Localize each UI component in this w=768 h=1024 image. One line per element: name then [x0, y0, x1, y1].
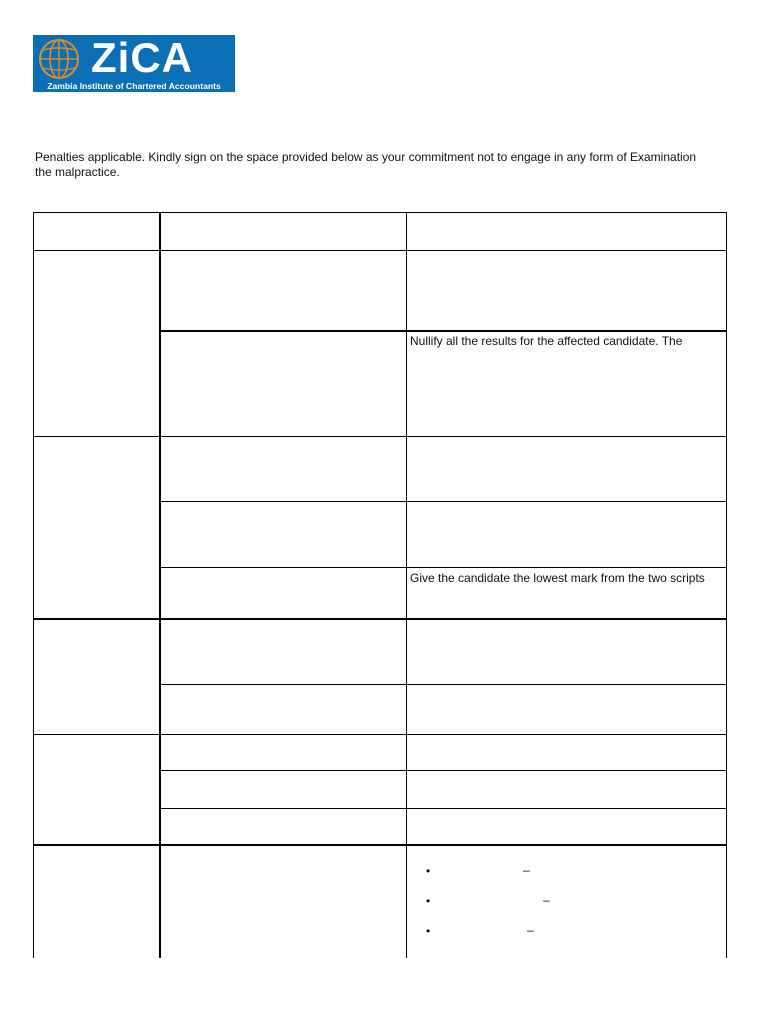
- table-border-left: [33, 212, 34, 958]
- table-divider-col1: [159, 212, 161, 958]
- list-bullet: •: [426, 924, 431, 938]
- logo-wordmark: ZiCA: [91, 34, 193, 81]
- table-rule-group4: [33, 734, 727, 735]
- globe-icon: [35, 37, 85, 81]
- list-bullet: •: [426, 864, 431, 878]
- list-bullet: •: [426, 894, 431, 908]
- penalty-cell-lowest-mark: Give the candidate the lowest mark from the two scripts: [410, 571, 705, 585]
- table-rule-group5: [33, 844, 727, 846]
- logo-subtitle: Zambia Institute of Chartered Accountants: [47, 81, 221, 91]
- table-subrule-3: [160, 567, 727, 568]
- table-subrule-1: [160, 330, 727, 332]
- list-dash: –: [543, 893, 550, 907]
- table-subrule-5: [160, 770, 727, 771]
- table-border-top: [33, 212, 727, 213]
- table-divider-col2: [406, 212, 407, 958]
- penalty-cell-nullify: Nullify all the results for the affected candidate. The: [410, 334, 683, 348]
- table-subrule-6: [160, 808, 727, 809]
- table-border-right: [726, 212, 727, 958]
- table-subrule-4: [160, 684, 727, 685]
- table-rule-header: [33, 250, 727, 251]
- zica-logo: [33, 35, 235, 92]
- list-dash: –: [527, 923, 534, 937]
- table-rule-group2: [33, 436, 727, 437]
- intro-paragraph: Penalties applicable. Kindly sign on the space provided below as your commitment not to engage in any form of Examination the malpractice.: [35, 150, 697, 179]
- table-subrule-2: [160, 501, 727, 502]
- table-rule-group3: [33, 618, 727, 620]
- list-dash: –: [523, 863, 530, 877]
